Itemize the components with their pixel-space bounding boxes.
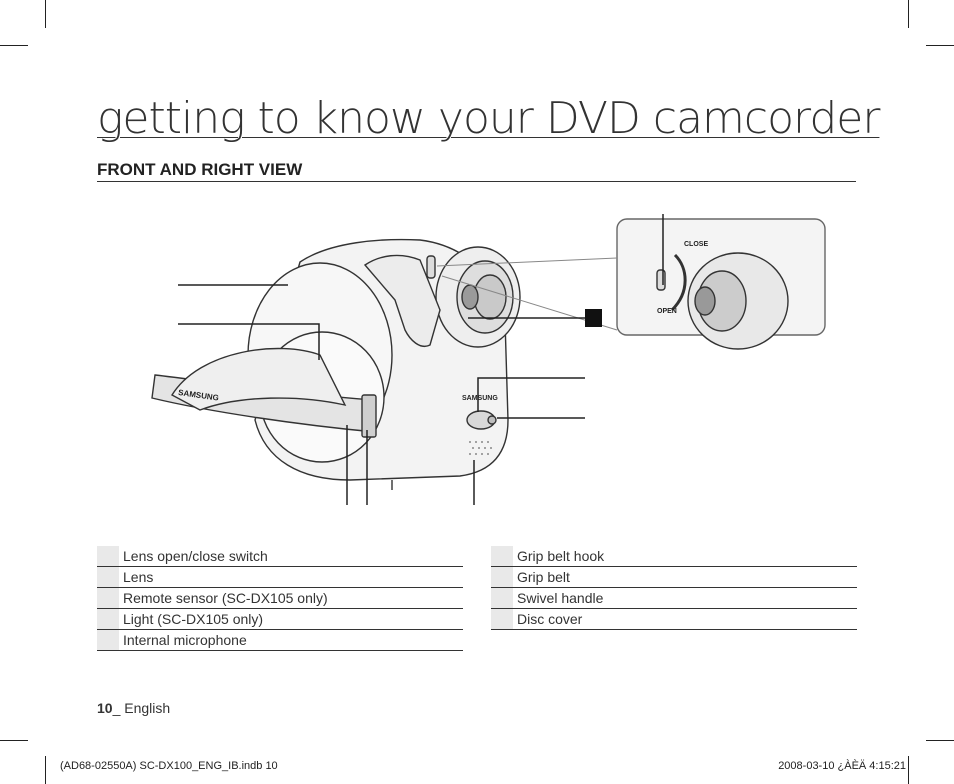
inset-open-label: OPEN — [657, 308, 677, 315]
legend-right — [491, 546, 857, 630]
legend-row — [491, 546, 857, 567]
footer-right: 2008-03-10 ¿ÀÈÄ 4:15:21 — [778, 760, 906, 772]
legend-left — [97, 546, 463, 651]
legend-label: Grip belt hook — [517, 548, 605, 564]
legend-number-cell — [491, 546, 513, 566]
page-number-value: 10 — [97, 700, 113, 716]
legend-label: Lens open/close switch — [123, 548, 268, 564]
legend-row — [491, 588, 857, 609]
legend-row — [97, 609, 463, 630]
brand-left: SAMSUNG — [177, 387, 220, 403]
legend-row — [97, 546, 463, 567]
legend-row — [97, 630, 463, 651]
crop-mark-bottom-right-h — [926, 740, 954, 741]
legend-label: Remote sensor (SC-DX105 only) — [123, 590, 328, 606]
grip-belt-hook — [362, 395, 376, 437]
legend-row — [97, 567, 463, 588]
legend-number-cell — [491, 567, 513, 587]
page-language: _ English — [112, 700, 171, 716]
crop-mark-bottom-right-v — [908, 756, 909, 784]
legend-number-cell — [491, 609, 513, 629]
legend-label: Grip belt — [517, 569, 570, 585]
legend-number-cell — [97, 630, 119, 650]
callout-marker — [585, 309, 602, 327]
legend-number-cell — [97, 567, 119, 587]
inset-close-label: CLOSE — [684, 241, 709, 248]
section-title: FRONT AND RIGHT VIEW — [97, 160, 303, 179]
lens-switch — [427, 256, 435, 278]
legend-label: Disc cover — [517, 611, 583, 627]
legend-number-cell — [491, 588, 513, 608]
legend-number-cell — [97, 609, 119, 629]
legend-label: Lens — [123, 569, 154, 585]
legend-row — [491, 609, 857, 630]
crop-mark-bottom-left-v — [45, 756, 46, 784]
legend-label: Internal microphone — [123, 632, 247, 648]
legend-number-cell — [97, 588, 119, 608]
footer-left: (AD68-02550A) SC-DX100_ENG_IB.indb 10 — [60, 760, 278, 772]
page-title: getting to know your DVD camcorder — [97, 93, 880, 144]
legend-label: Light (SC-DX105 only) — [123, 611, 264, 627]
legend-row — [491, 567, 857, 588]
brand-right: SAMSUNG — [462, 395, 498, 402]
crop-mark-bottom-left-h — [0, 740, 28, 741]
legend-row — [97, 588, 463, 609]
legend-label: Swivel handle — [517, 590, 604, 606]
legend-number-cell — [97, 546, 119, 566]
page-number — [97, 700, 170, 716]
remote-sensor — [488, 416, 496, 424]
